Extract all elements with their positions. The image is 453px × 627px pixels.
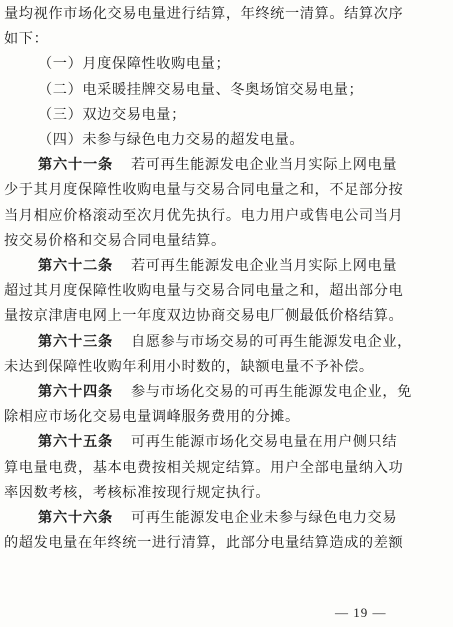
article-line: 除相应市场化交易电量调峰服务费用的分摊。 [4,409,300,426]
list-item: （四）未参与绿色电力交易的超发电量。 [38,132,305,148]
article-number: 第六十四条 [38,384,113,400]
article-text: 自愿参与市场交易的可再生能源发电企业， [130,333,412,350]
article-64-first-line [38,382,412,402]
article-number: 第六十三条 [38,333,113,350]
article-number: 第六十二条 [38,258,113,274]
article-text: 若可再生能源发电企业当月实际上网电量 [130,258,398,274]
article-text: 参与市场化交易的可再生能源发电企业，免 [130,384,412,400]
article-line: 少于其月度保障性收购电量与交易合同电量之和，不足部分按 [4,182,404,199]
list-item: （一）月度保障性收购电量； [38,56,231,73]
article-text: 可再生能源发电企业未参与绿色电力交易 [130,510,398,526]
article-line: 未达到保障性收购年利用小时数的，缺额电量不予补偿。 [4,358,374,375]
article-line: 量按京津唐电网上一年度双边协商交易电厂侧最低价格结算。 [4,308,404,325]
article-number: 第六十五条 [38,434,113,451]
article-66-first-line [38,508,397,528]
page-number: — 19 — [335,605,387,620]
article-line: 超过其月度保障性收购电量与交易合同电量之和，超出部分电 [4,283,404,300]
intro-line: 如下： [4,31,49,48]
list-item: （二）电采暖挂牌交易电量、冬奥场馆交易电量； [38,81,364,98]
article-61-first-line [38,155,397,175]
intro-line: 量均视作市场化交易电量进行结算，年终统一清算。结算次序 [4,6,404,22]
article-number: 第六十一条 [38,157,113,174]
article-line: 率因数考核，考核标准按现行规定执行。 [4,484,271,501]
article-65-first-line [38,432,397,452]
article-text: 可再生能源市场化交易电量在用户侧只结 [130,434,398,451]
article-line: 算电量电费，基本电费按相关规定结算。用户全部电量纳入功 [4,459,404,476]
list-item: （三）双边交易电量； [38,106,186,123]
article-62-first-line [38,256,397,276]
article-line: 按交易价格和交易合同电量结算。 [4,232,226,249]
article-63-first-line [38,332,412,352]
article-text: 若可再生能源发电企业当月实际上网电量 [130,157,398,174]
article-line: 当月相应价格滚动至次月优先执行。电力用户或售电公司当月 [4,207,404,224]
article-number: 第六十六条 [38,510,113,526]
article-line: 的超发电量在年终统一进行清算，此部分电量结算造成的差额 [4,535,404,552]
